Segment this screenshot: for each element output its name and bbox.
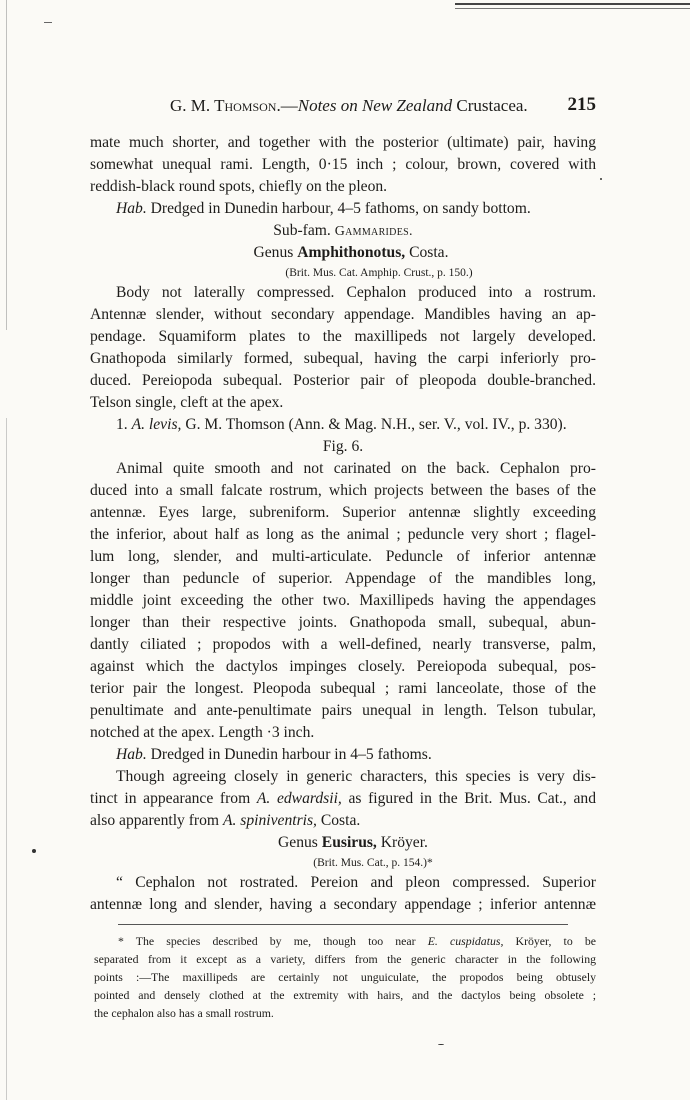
hab-label: Hab. <box>116 746 147 763</box>
margin-speck <box>438 1044 444 1045</box>
body-line <box>90 810 596 832</box>
body-line: duced. Pereiopoda subequal. Posterior pair of pleopoda double-branched. <box>90 372 596 389</box>
text-run: as figured in the Brit. Mus. Cat., and <box>348 790 596 807</box>
body-line: mate much shorter, and together with the posterior (ultimate) pair, having <box>90 134 596 151</box>
margin-speck <box>32 849 36 853</box>
body-line: longer than their respective joints. Gnathopoda small, subequal, abun- <box>90 614 596 631</box>
habitat-line <box>116 198 596 220</box>
top-border-rule <box>455 3 690 5</box>
genus-name: Amphithonotus, <box>297 244 406 261</box>
body-line: Though agreeing closely in generic characters, this species is very dis- <box>116 768 596 785</box>
species-number: 1. <box>116 416 128 433</box>
hab-label: Hab. <box>116 200 147 217</box>
header-author: G. M. Thomson. <box>170 96 281 115</box>
top-margin-mark <box>44 22 52 23</box>
body-line: against which the dactylos impinges closely. Pereiopoda subequal, pos- <box>90 658 596 675</box>
header-title: Notes on New Zealand <box>297 96 453 115</box>
genus-author: Kröyer. <box>380 834 428 851</box>
body-line: Gnathopoda similarly formed, subequal, having the carpi inferiorly pro- <box>90 350 596 367</box>
body-line: duced into a small falcate rostrum, which projects between the bases of the <box>90 482 596 499</box>
margin-speck <box>600 178 602 180</box>
species-name: A. levis, <box>131 416 182 433</box>
body-line: Animal quite smooth and not carinated on the back. Cephalon pro- <box>116 460 596 477</box>
footnote-line: separated from it except as a variety, differs from the generic character in the following <box>94 952 596 966</box>
hab-text: Dredged in Dunedin harbour, 4–5 fathoms, on sandy bottom. <box>150 200 531 217</box>
header-separator: — <box>280 96 298 115</box>
text-run: tinct in appearance from <box>90 790 251 807</box>
running-title <box>170 96 528 116</box>
body-line: middle joint exceeding the other two. Maxillipeds having the appendages <box>90 592 596 609</box>
body-line: reddish-black round spots, chiefly on the pleon. <box>90 178 388 195</box>
genus-reference: (Brit. Mus. Cat. Amphip. Crust., p. 150.) <box>285 267 473 279</box>
page-edge-shadow <box>6 0 7 1100</box>
genus-reference: (Brit. Mus. Cat., p. 154.)* <box>313 857 433 869</box>
body-line: longer than peduncle of superior. Appendage of the mandibles long, <box>90 570 596 587</box>
genus-heading <box>90 242 604 264</box>
footnote-rule <box>118 924 568 925</box>
text-run: Costa. <box>320 812 361 829</box>
body-line: penultimate and ante-penultimate pairs unequal in length. Telson tubular, <box>90 702 596 719</box>
body-line: terior pair the longest. Pleopoda subequal ; rami lanceolate, those of the <box>90 680 596 697</box>
habitat-line <box>116 744 596 766</box>
species-line <box>116 414 596 436</box>
species-name: A. spiniventris, <box>222 812 317 829</box>
species-name: E. cuspidatus, <box>427 934 504 948</box>
top-border-rule-thin <box>455 8 690 9</box>
figure-label: Fig. 6. <box>322 438 364 455</box>
body-line: antennæ. Eyes large, subreniform. Superior antennæ slightly exceeding <box>90 504 596 521</box>
page-number: 215 <box>567 94 596 115</box>
text-run: Kröyer, to be <box>515 934 596 948</box>
body-line: Telson single, cleft at the apex. <box>90 394 284 411</box>
genus-author: Costa. <box>409 244 449 261</box>
body-line: the inferior, about half as long as the animal ; peduncle very short ; flagel- <box>90 526 596 543</box>
header-title-tail: Crustacea. <box>456 96 528 115</box>
subfamily-name: Gammarides. <box>334 224 413 239</box>
footnote-line: pointed and densely clothed at the extremity with hairs, and the dactylos being obsolete ; <box>94 988 596 1002</box>
body-line: antennæ long and slender, having a secondary appendage ; inferior antennæ <box>90 896 596 913</box>
body-line: Body not laterally compressed. Cephalon produced into a rostrum. <box>116 284 596 301</box>
genus-heading <box>90 832 606 854</box>
genus-prefix: Genus <box>253 244 294 261</box>
genus-prefix: Genus <box>278 834 318 851</box>
species-name: A. edwardsii, <box>256 790 342 807</box>
footnote-line: points :—The maxillipeds are certainly not unguiculate, the propodos being obtusely <box>94 970 596 984</box>
body-line: “ Cephalon not rostrated. Pereion and pleon compressed. Superior <box>116 874 596 891</box>
text-run: * The species described by me, though too near <box>118 934 416 948</box>
subfamily-prefix: Sub-fam. <box>273 222 331 239</box>
body-line: pendage. Squamiform plates to the maxillipeds not largely developed. <box>90 328 596 345</box>
body-line: lum long, slender, and multi-articulate. Peduncle of inferior antennæ <box>90 548 596 565</box>
text-run: also apparently from <box>90 812 220 829</box>
body-line: somewhat unequal rami. Length, 0·15 inch ; colour, brown, covered with <box>90 156 596 173</box>
body-line <box>90 788 596 810</box>
footnote-line <box>118 932 596 950</box>
footnote-line: the cephalon also has a small rostrum. <box>94 1006 274 1020</box>
body-line: Antennæ slender, without secondary appendage. Mandibles having an ap- <box>90 306 596 323</box>
hab-text: Dredged in Dunedin harbour in 4–5 fathoms. <box>150 746 432 763</box>
species-citation: G. M. Thomson (Ann. & Mag. N.H., ser. V., vol. IV., p. 330). <box>185 416 567 433</box>
genus-name: Eusirus, <box>321 834 377 851</box>
subfamily-heading <box>90 220 596 243</box>
body-line: dantly ciliated ; propodos with a well-defined, nearly transverse, palm, <box>90 636 596 653</box>
body-line: notched at the apex. Length ·3 inch. <box>90 724 315 741</box>
